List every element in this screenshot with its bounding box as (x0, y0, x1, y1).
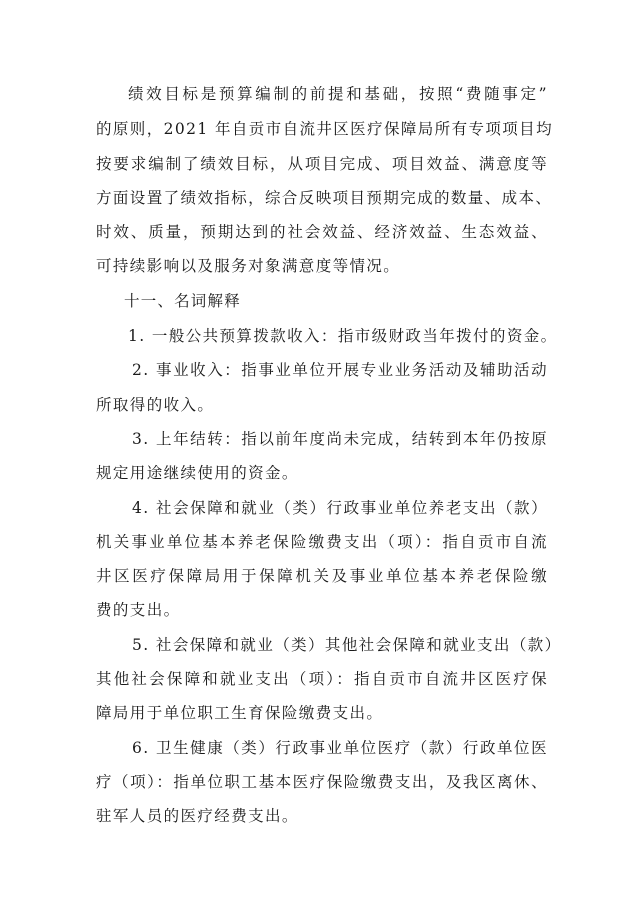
paragraph-line: 按要求编制了绩效目标，从项目完成、项目效益、满意度等 (96, 155, 548, 173)
definition-item-6: 6. 卫生健康（类）行政事业单位医疗（款）行政单位医 (132, 739, 548, 757)
definition-item-6-cont: 驻军人员的医疗经费支出。 (96, 807, 299, 825)
paragraph-line: 方面设置了绩效指标，综合反映项目预期完成的数量、成本、 (96, 189, 553, 207)
definition-item-4-cont: 费的支出。 (96, 601, 181, 619)
definition-item-6-cont: 疗（项）：指单位职工基本医疗保险缴费支出，及我区离休、 (96, 773, 548, 791)
definition-item-3-cont: 规定用途继续使用的资金。 (96, 464, 299, 482)
section-heading: 十一、名词解释 (124, 292, 241, 310)
paragraph-line: 可持续影响以及服务对象满意度等情况。 (96, 257, 401, 275)
definition-item-4-cont: 机关事业单位基本养老保险缴费支出（项）：指自贡市自流 (96, 533, 548, 551)
definition-item-2: 2. 事业收入：指事业单位开展专业业务活动及辅助活动 (132, 361, 548, 379)
definition-item-5: 5. 社会保障和就业（类）其他社会保障和就业支出（款） (132, 636, 562, 654)
definition-item-4-cont: 井区医疗保障局用于保障机关及事业单位基本养老保险缴 (96, 567, 548, 585)
definition-item-3: 3. 上年结转：指以前年度尚未完成，结转到本年仍按原 (132, 430, 548, 448)
paragraph-line: 的原则，2021 年自贡市自流井区医疗保障局所有专项项目均 (96, 120, 553, 138)
definition-item-4: 4. 社会保障和就业（类）行政事业单位养老支出（款） (132, 499, 548, 517)
definition-item-5-cont: 其他社会保障和就业支出（项）：指自贡市自流井区医疗保 (96, 670, 548, 688)
definition-item-5-cont: 障局用于单位职工生育保险缴费支出。 (96, 704, 384, 722)
paragraph-line: 绩效目标是预算编制的前提和基础，按照“费随事定” (128, 85, 548, 103)
definition-item-1: 1. 一般公共预算拨款收入：指市级财政当年拨付的资金。 (128, 327, 558, 345)
paragraph-line: 时效、质量，预期达到的社会效益、经济效益、生态效益、 (96, 223, 548, 241)
definition-item-2-cont: 所取得的收入。 (96, 396, 215, 414)
